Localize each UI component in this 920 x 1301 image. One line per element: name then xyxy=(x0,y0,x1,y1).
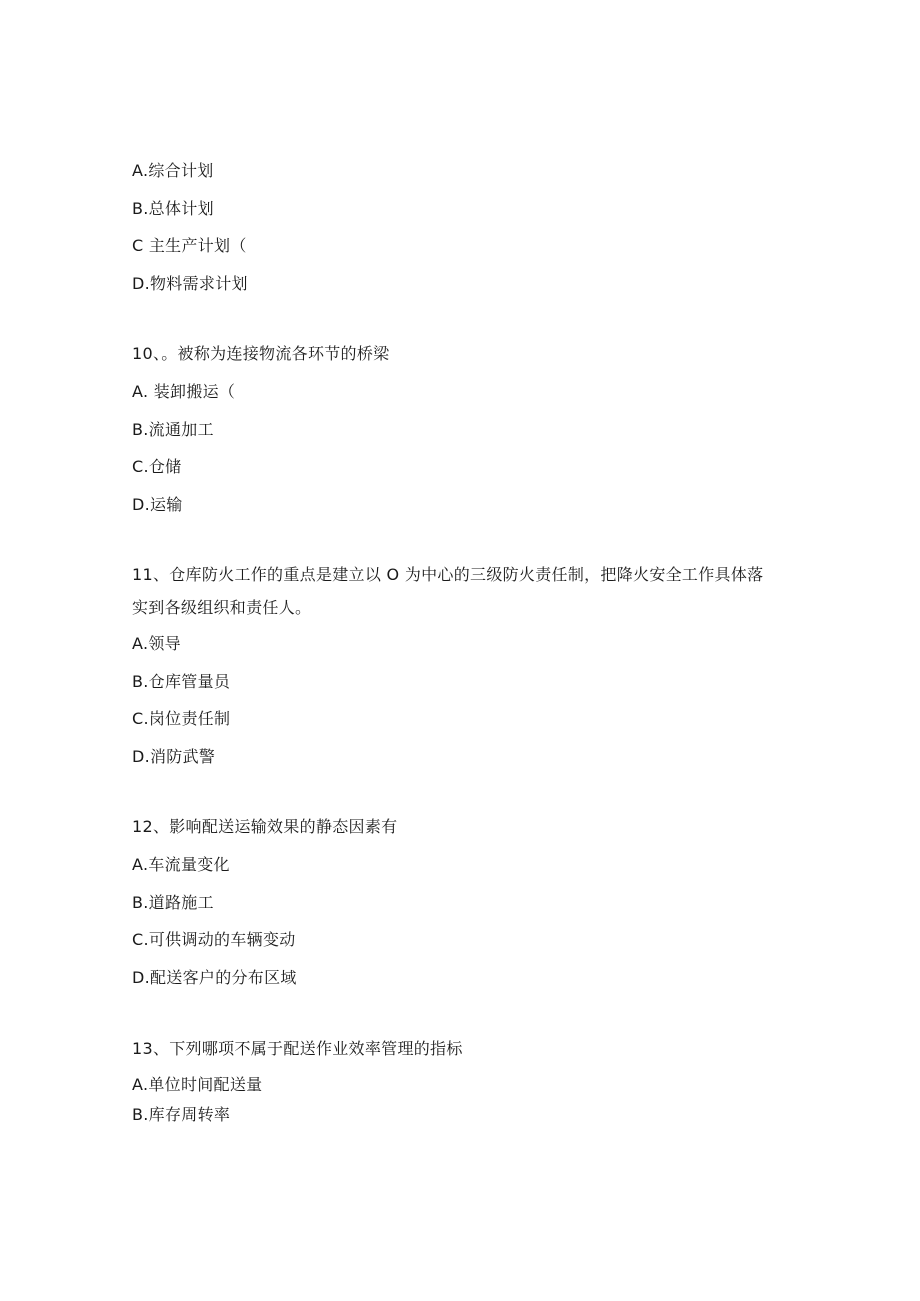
q9-option-a: A.综合计划 xyxy=(132,161,214,180)
q11-option-a: A.领导 xyxy=(132,634,181,653)
q9-option-d: D.物料需求计划 xyxy=(132,274,248,293)
q12-option-a: A.车流量变化 xyxy=(132,855,230,874)
q13-option-b: B.库存周转率 xyxy=(132,1105,231,1124)
q13-stem: 13、下列哪项不属于配送作业效率管理的指标 xyxy=(132,1039,463,1058)
q11-stem-line2: 实到各级组织和责任人。 xyxy=(132,598,312,617)
q11-stem-line1: 11、仓库防火工作的重点是建立以 O 为中心的三级防火责任制，把降火安全工作具体落 xyxy=(132,565,764,584)
q11-option-c: C.岗位责任制 xyxy=(132,709,231,728)
q12-stem: 12、影响配送运输效果的静态因素有 xyxy=(132,817,398,836)
q12-option-b: B.道路施工 xyxy=(132,893,214,912)
q12-option-c: C.可供调动的车辆变动 xyxy=(132,930,296,949)
q10-option-c: C.仓储 xyxy=(132,457,182,476)
q11-option-d: D.消防武警 xyxy=(132,747,216,766)
q9-option-b: B.总体计划 xyxy=(132,199,214,218)
q10-stem: 10、。被称为连接物流各环节的桥梁 xyxy=(132,344,390,363)
q13-option-a: A.单位时间配送量 xyxy=(132,1075,263,1094)
q10-option-b: B.流通加工 xyxy=(132,420,214,439)
q12-option-d: D.配送客户的分布区域 xyxy=(132,968,297,987)
q9-option-c: C 主生产计划（ xyxy=(132,236,247,255)
q11-option-b: B.仓库管量员 xyxy=(132,672,231,691)
q10-option-a: A. 装卸搬运（ xyxy=(132,382,236,401)
q10-option-d: D.运输 xyxy=(132,495,183,514)
